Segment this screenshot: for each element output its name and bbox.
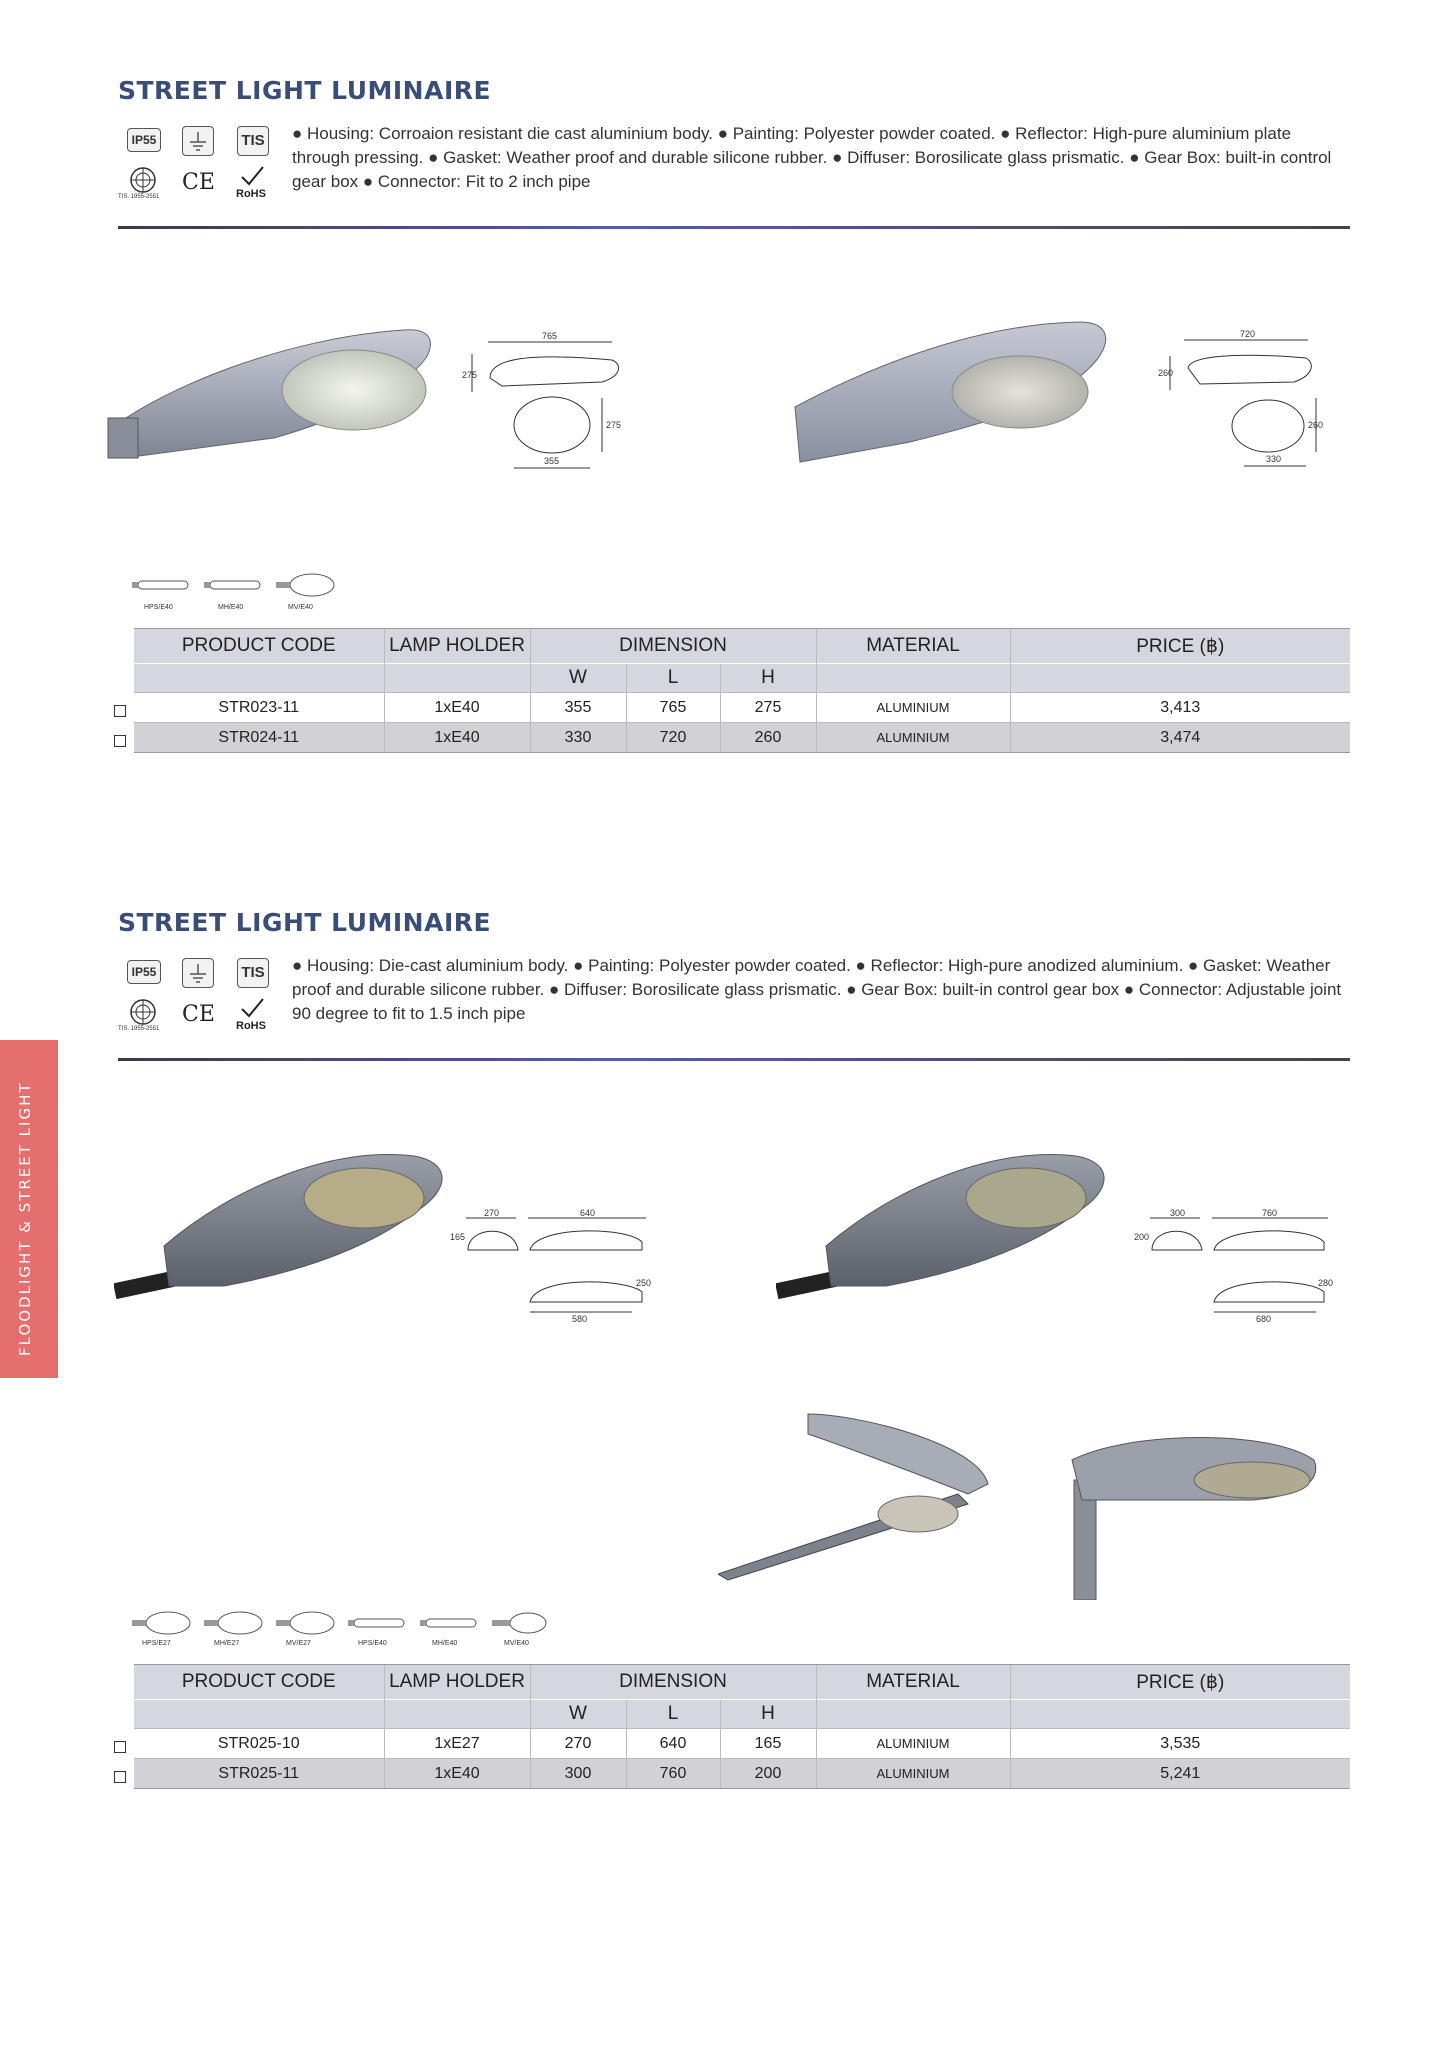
material: ALUMINIUM: [816, 723, 1010, 753]
price: 5,241: [1010, 1759, 1350, 1789]
dimension-drawing-str024: [1156, 328, 1336, 483]
col-header-l: L: [626, 664, 720, 693]
lamp-label: MV/E27: [286, 1640, 311, 1647]
ip55-badge: IP55: [127, 960, 161, 984]
price-table: [134, 628, 1350, 753]
tubular-lamp-icon: [132, 578, 192, 592]
col-header-code: PRODUCT CODE: [134, 1665, 384, 1700]
dim-width-label: 270: [484, 1208, 500, 1218]
table-row: [134, 1759, 1350, 1789]
dim-width-label: 330: [1266, 454, 1282, 464]
col-header-holder: LAMP HOLDER: [384, 629, 530, 664]
dim-w: 300: [530, 1759, 626, 1789]
col-header-material: MATERIAL: [816, 629, 1010, 664]
table-row: [134, 723, 1350, 753]
order-checkbox[interactable]: [114, 705, 126, 717]
price: 3,474: [1010, 723, 1350, 753]
col-header-price: PRICE (฿): [1010, 629, 1350, 664]
dim-height2-label: 275: [606, 420, 622, 430]
tubular-lamp-icon: [420, 1616, 480, 1630]
col-header-l: L: [626, 1700, 720, 1729]
dim-height-label: 260: [1158, 368, 1174, 378]
tis-badge: TIS: [237, 958, 269, 988]
dim-width-label: 300: [1170, 1208, 1186, 1218]
lamp-label: MV/E40: [504, 1640, 529, 1647]
dim-length-label: 640: [580, 1208, 596, 1218]
sidebar-label: FLOODLIGHT & STREET LIGHT: [16, 1081, 34, 1356]
dim-height2-label: 260: [1308, 420, 1324, 430]
divider: [118, 226, 1350, 229]
product-code: STR023-11: [134, 693, 384, 723]
sidebar-tab: [0, 1040, 58, 1378]
tis-standard-label: TIS. 1955-2551: [118, 1026, 160, 1032]
lamp-label: MH/E27: [214, 1640, 240, 1647]
dim-length-label: 760: [1262, 1208, 1278, 1218]
material: ALUMINIUM: [816, 1729, 1010, 1759]
col-header-w: W: [530, 1700, 626, 1729]
col-header-dimension: DIMENSION: [530, 629, 816, 664]
dim-h: 165: [720, 1729, 816, 1759]
lamp-label: MV/E40: [288, 604, 313, 611]
lamp-holder: 1xE27: [384, 1729, 530, 1759]
dim-height-label: 275: [462, 370, 478, 380]
dimension-drawing-str025-10: [446, 1206, 656, 1331]
section-title: STREET LIGHT LUMINAIRE: [118, 76, 492, 105]
order-checkbox[interactable]: [114, 1741, 126, 1753]
dim-l: 765: [626, 693, 720, 723]
street-light-photo-str024: [790, 312, 1120, 477]
divider: [118, 1058, 1350, 1061]
lamp-label: HPS/E40: [358, 1640, 387, 1647]
col-header-price: PRICE (฿): [1010, 1665, 1350, 1700]
col-header-h: H: [720, 1700, 816, 1729]
ground-icon: [182, 958, 214, 988]
dim-base-label: 580: [572, 1314, 588, 1324]
product-code: STR025-10: [134, 1729, 384, 1759]
material: ALUMINIUM: [816, 693, 1010, 723]
dim-l: 640: [626, 1729, 720, 1759]
dim-w: 270: [530, 1729, 626, 1759]
dim-l: 760: [626, 1759, 720, 1789]
price-table: [134, 1664, 1350, 1789]
open-luminaire-photo: [718, 1404, 998, 1589]
lamp-label: HPS/E40: [144, 604, 173, 611]
rohs-label: RoHS: [236, 188, 266, 200]
dimension-drawing-str023: [462, 330, 642, 485]
dim-w: 330: [530, 723, 626, 753]
product-description: ● Housing: Corroaion resistant die cast aluminium body. ● Painting: Polyester powder coated. ● Reflector: High-pure aluminium plate through pressing. ● Gasket: Weather proof and durable silicone rubber. ● Diffuser: Borosilicate glass prismatic. ● Gear Box: built-in control gear box ● Connector: Fit to 2 inch pipe: [292, 124, 1332, 191]
dim-width-label: 355: [544, 456, 560, 466]
dim-height2-label: 280: [1318, 1278, 1334, 1288]
ellipsoid-lamp-icon: [276, 572, 336, 598]
dim-l: 720: [626, 723, 720, 753]
ellipsoid-lamp-icon: [492, 1610, 552, 1636]
lamp-label: MH/E40: [432, 1640, 458, 1647]
lamp-label: MH/E40: [218, 604, 244, 611]
product-description: ● Housing: Die-cast aluminium body. ● Painting: Polyester powder coated. ● Reflector: High-pure anodized aluminium. ● Gasket: Weather proof and durable silicone rubber. ● Diffuser: Borosilicate glass prismatic. ● Gear Box: built-in control gear box ● Connector: Adjustable joint 90 degree to fit to 1.5 inch pipe: [292, 956, 1342, 1023]
ce-mark: CE: [182, 170, 215, 195]
product-code: STR024-11: [134, 723, 384, 753]
street-light-photo-str025-10: [114, 1136, 454, 1321]
dim-w: 355: [530, 693, 626, 723]
tis-standard-label: TIS. 1955-2551: [118, 194, 160, 200]
street-light-photo-str025-11: [776, 1136, 1116, 1321]
table-row: [134, 1729, 1350, 1759]
dimension-drawing-str025-11: [1120, 1206, 1340, 1331]
order-checkbox[interactable]: [114, 1771, 126, 1783]
ellipsoid-lamp-icon: [276, 1610, 336, 1636]
price: 3,413: [1010, 693, 1350, 723]
pole-mounted-luminaire-photo: [1052, 1420, 1332, 1605]
order-checkbox[interactable]: [114, 735, 126, 747]
dim-height-label: 200: [1134, 1232, 1150, 1242]
product-code: STR025-11: [134, 1759, 384, 1789]
material: ALUMINIUM: [816, 1759, 1010, 1789]
dim-length-label: 720: [1240, 329, 1256, 339]
street-light-photo-str023: [104, 318, 444, 483]
ellipsoid-lamp-icon: [204, 1610, 264, 1636]
col-header-holder: LAMP HOLDER: [384, 1665, 530, 1700]
col-header-code: PRODUCT CODE: [134, 629, 384, 664]
ellipsoid-lamp-icon: [132, 1610, 192, 1636]
ce-mark: CE: [182, 1002, 215, 1027]
table-row: [134, 693, 1350, 723]
col-header-material: MATERIAL: [816, 1665, 1010, 1700]
lamp-holder: 1xE40: [384, 1759, 530, 1789]
lamp-holder: 1xE40: [384, 723, 530, 753]
lamp-holder: 1xE40: [384, 693, 530, 723]
ip55-badge: IP55: [127, 128, 161, 152]
dim-base-label: 680: [1256, 1314, 1272, 1324]
lamp-label: HPS/E27: [142, 1640, 171, 1647]
dim-height-label: 165: [450, 1232, 466, 1242]
dim-h: 275: [720, 693, 816, 723]
tis-badge: TIS: [237, 126, 269, 156]
col-header-h: H: [720, 664, 816, 693]
section-title: STREET LIGHT LUMINAIRE: [118, 908, 492, 937]
rohs-label: RoHS: [236, 1020, 266, 1032]
price: 3,535: [1010, 1729, 1350, 1759]
dim-h: 200: [720, 1759, 816, 1789]
col-header-w: W: [530, 664, 626, 693]
dim-length-label: 765: [542, 331, 558, 341]
tubular-lamp-icon: [348, 1616, 408, 1630]
dim-h: 260: [720, 723, 816, 753]
tubular-lamp-icon: [204, 578, 264, 592]
col-header-dimension: DIMENSION: [530, 1665, 816, 1700]
dim-height2-label: 250: [636, 1278, 652, 1288]
ground-icon: [182, 126, 214, 156]
